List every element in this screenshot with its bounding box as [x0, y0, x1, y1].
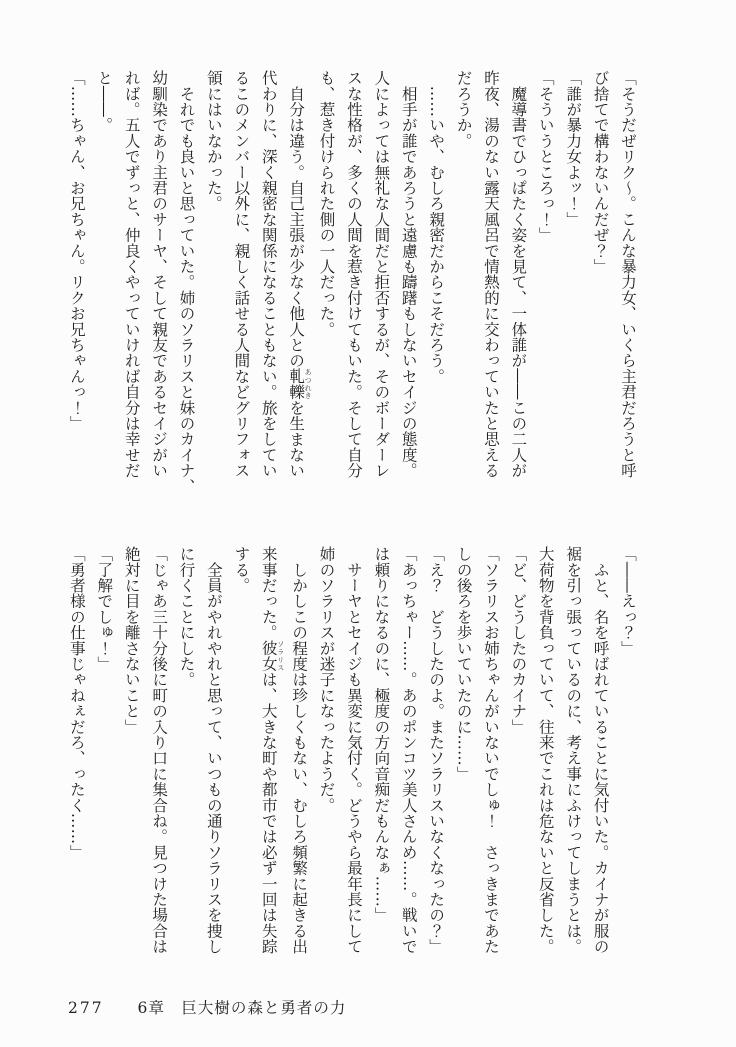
text-column: に行くことにした。	[177, 546, 196, 688]
ruby-annotated-word: 軋轢 あつれき	[287, 368, 313, 400]
chapter-title: 6章 巨大樹の森と勇者の力	[137, 999, 347, 1017]
text-column: 「ど、どうしたのカイナ」	[509, 546, 528, 735]
text-column: ふと、名を呼ばれていることに気付いた。カイナが服の	[591, 546, 610, 955]
text-column: 「そういうところっ！」	[536, 70, 555, 243]
text-column: ……いや、むしろ親密だからこそだろう。	[427, 70, 446, 384]
text-column: 絶対に目を離さないこと」	[122, 546, 141, 735]
text-column: 「ソラリスお姉ちゃんがいないでしゅ！ さっきまであた	[481, 546, 500, 955]
upper-text-block	[62, 70, 641, 494]
page-footer	[68, 996, 346, 1018]
text-column: しの後ろを歩いていたのに……」	[454, 546, 473, 782]
text-column: も、惹き付けられた側の一人だった。	[317, 70, 336, 337]
text-column: 「……ちゃん、お兄ちゃん。リクお兄ちゃんっ！」	[67, 70, 86, 432]
text-column: と――。	[95, 70, 114, 133]
text-column: 裾を引っ張っているのに、考え事にふけってしまうとは。	[564, 546, 583, 955]
text-column: それでも良いと思っていた。姉のソラリスと妹のカイナ、	[177, 70, 196, 494]
text-column: しかしこの程度は珍しくもない、むしろ頻繁に起きる出	[290, 546, 309, 955]
text-column: 来事だった。彼女 ソラリスは、大きな町や都市では必ず一回は失踪	[259, 546, 285, 955]
text-column: 「そうだぜリク～。こんな暴力女、いくら主君だろうと呼	[619, 70, 637, 479]
text-column: 自分は違う。自己主張が少なく他人との軋轢 あつれきを生まない	[287, 70, 313, 479]
text-column: サーヤとセイジも異変に気付く。どうやら最年長にして	[344, 546, 363, 955]
text-column: 姉のソラリスが迷子になったようだ。	[317, 546, 336, 813]
text-column: は頼りになるのに、極度の方向音痴だもんなぁ……」	[372, 546, 391, 923]
text-column: 代わりに、深く親密な関係になることもない。旅をしてい	[259, 70, 278, 479]
text-column: する。	[232, 546, 251, 594]
ruby-annotated-word: 彼女 ソラリス	[259, 640, 285, 672]
text-column: 領にはいなかった。	[204, 70, 223, 212]
text-column: 「え？ どうしたのよ。またソラリスいなくなったの？」	[427, 546, 446, 955]
lower-text-block	[62, 546, 641, 954]
text-column: るこのメンバー以外に、親しく話せる人間などグリフォス	[232, 70, 251, 479]
text-column: 「勇者様の仕事じゃねぇだろ、ったく……」	[67, 546, 86, 860]
text-column: 「じゃあ三十分後に町の入り口に集合ね。見つけた場合は	[150, 546, 169, 955]
text-column: 「――えっ？」	[619, 546, 637, 656]
text-column: 大荷物を背負っていて、往来でこれは危ないと反省した。	[536, 546, 555, 955]
text-column: 「誰が暴力女よッ！」	[564, 70, 583, 227]
text-column: 「あっちゃー……。あのポンコツ美人さんめ……。戦いで	[399, 546, 418, 955]
text-column: スな性格が、多くの人間を惹き付けてもいた。そして自分	[344, 70, 363, 479]
text-column: 「了解でしゅ！」	[95, 546, 114, 672]
text-column: 幼馴染であり主君のサーヤ、そして親友であるセイジがい	[150, 70, 169, 479]
text-column: 人によっては無礼な人間だと拒否するが、そのボーダーレ	[372, 70, 391, 479]
text-column: 魔導書でひっぱたく姿を見て、一体誰が――この二人が	[509, 70, 528, 479]
text-column: 全員がやれやれと思って、いつもの通りソラリスを捜し	[204, 546, 223, 955]
page-number: 277	[68, 999, 104, 1017]
text-column: び捨てで構わないんだぜ？」	[591, 70, 610, 275]
text-column: だろうか。	[454, 70, 473, 149]
text-column: 相手が誰であろうと遠慮も躊躇もしないセイジの態度。	[399, 70, 418, 479]
text-column: 昨夜、湯のない露天風呂で情熱的に交わっていたと思える	[481, 70, 500, 479]
text-column: れば。五人でずっと、仲良くやっていければ自分は幸せだ	[122, 70, 141, 479]
